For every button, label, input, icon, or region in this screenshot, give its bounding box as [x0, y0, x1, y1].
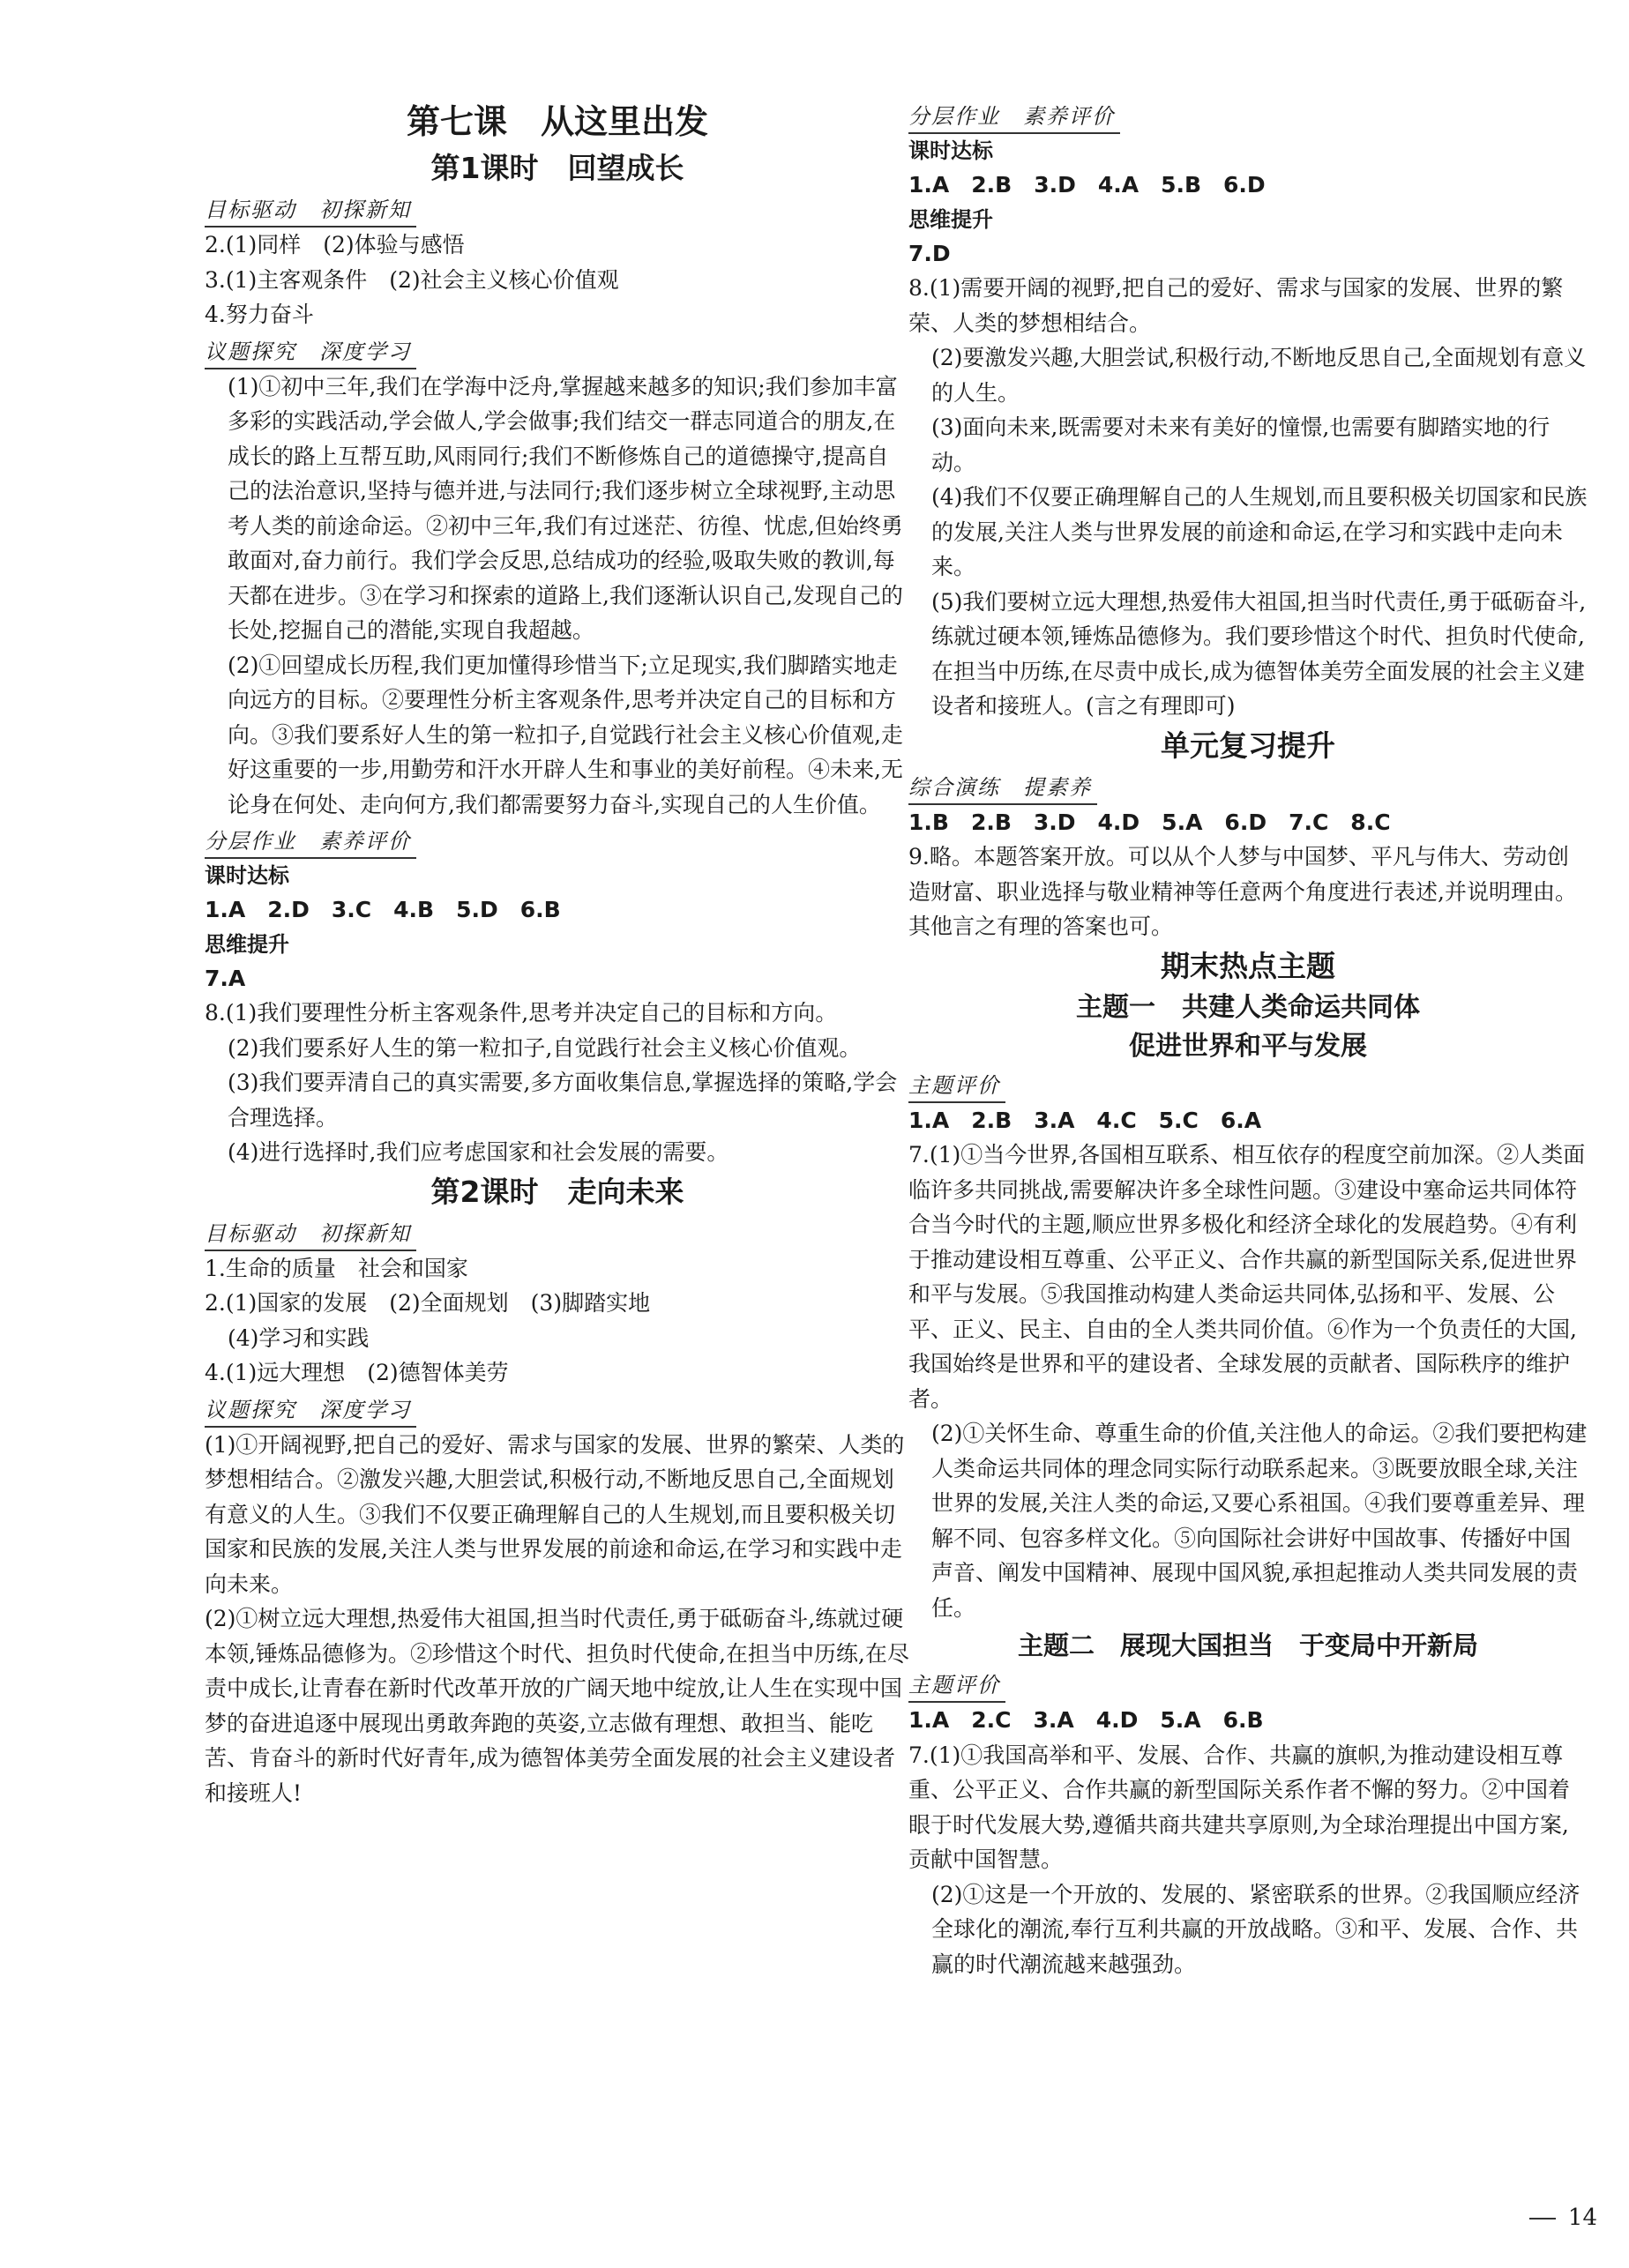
answer-paragraph: (2)①回望成长历程,我们更加懂得珍惜当下;立足现实,我们脚踏实地走向远方的目标。②要理性分析主客观条件,思考并决定自己的目标和方向。③我们要系好人生的第一粒扣子,自觉践行社会主义核心价值观,走好这重要的一步,用勤劳和汗水开辟人生和事业的美好前程。④未来,无论身在何处、走向何方,我们都需要努力奋斗,实现自己的人生价值。 [228, 652, 903, 817]
unit-review-title: 单元复习提升 [1161, 727, 1335, 763]
answer-paragraph: (1)①初中三年,我们在学海中泛舟,掌握越来越多的知识;我们参加丰富多彩的实践活动,学会做人,学会做事;我们结交一群志同道合的朋友,在成长的路上互帮互助,风雨同行;我们不断修炼自己的道德操守,提高自己的法治意识,坚持与德并进,与法同行;我们逐步树立全球视野,主动思考人类的前途命运。②初中三年,我们有过迷茫、彷徨、忧虑,但始终勇敢面对,奋力前行。我们学会反思,总结成功的经验,吸取失败的教训,每天都在进步。③在学习和探索的道路上,我们逐渐认识自己,发现自己的长处,挖掘自己的潜能,实现自我超越。 [228, 373, 903, 643]
answer-paragraph: (2)①这是一个开放的、发展的、紧密联系的世界。②我国顺应经济全球化的潮流,奉行互利共赢的开放战略。③和平、发展、合作、共赢的时代潮流越来越强劲。 [931, 1881, 1580, 1977]
answer-paragraph: (3)面向未来,既需要对未来有美好的憧憬,也需要有脚踏实地的行动。 [931, 414, 1551, 475]
topic-one-title: 主题一 共建人类命运共同体 [1076, 991, 1420, 1023]
answer-line: 4.(1)远大理想 (2)德智体美劳 [205, 1360, 509, 1385]
left-column [205, 97, 910, 1810]
section-header: 分层作业 素养评价 [908, 101, 1120, 134]
answer-paragraph: 9.略。本题答案开放。可以从个人梦与中国梦、平凡与伟大、劳动创造财富、职业选择与敬业精神等任意两个角度进行表述,并说明理由。其他言之有理的答案也可。 [908, 844, 1577, 939]
answer-paragraph: (5)我们要树立远大理想,热爱伟大祖国,担当时代责任,勇于砥砺奋斗,练就过硬本领,锤炼品德修为。我们要珍惜这个时代、担负时代使命,在担当中历练,在尽责中成长,成为德智体美劳全面发展的社会主义建设者和接班人。(言之有理即可) [931, 588, 1587, 719]
choice-answers: 1.A 2.C 3.A 4.D 5.A 6.B [908, 1707, 1264, 1733]
sub-header: 思维提升 [908, 206, 993, 232]
section-header: 主题评价 [908, 1070, 1005, 1103]
right-column [908, 97, 1588, 1981]
final-topics-title: 期末热点主题 [1161, 948, 1335, 983]
period-title-1: 第1课时 回望成长 [430, 151, 684, 185]
sub-header: 思维提升 [205, 931, 289, 957]
answer-paragraph: 7.(1)①当今世界,各国相互联系、相互依存的程度空前加深。②人类面临许多共同挑战,需要解决许多全球性问题。③建设中塞命运共同体符合当今时代的主题,顺应世界多极化和经济全球化的发展趋势。④有利于推动建设相互尊重、公平正义、合作共赢的新型国际关系,促进世界和平与发展。⑤我国推动构建人类命运共同体,弘扬和平、发展、公平、正义、民主、自由的全人类共同价值。⑥作为一个负责任的大国,我国始终是世界和平的建设者、全球发展的贡献者、国际秩序的维护者。 [908, 1142, 1586, 1412]
topic-one-subtitle: 促进世界和平与发展 [1129, 1030, 1367, 1062]
answer-line: 2.(1)同样 (2)体验与感悟 [205, 232, 465, 257]
section-header: 目标驱动 初探新知 [205, 1218, 416, 1251]
answer-line: (4)学习和实践 [228, 1324, 370, 1351]
page-number-value: 14 [1567, 2205, 1597, 2231]
section-header: 目标驱动 初探新知 [205, 194, 416, 228]
section-header: 分层作业 素养评价 [205, 825, 416, 859]
choice-answers: 1.A 2.B 3.D 4.A 5.B 6.D [908, 172, 1266, 198]
answer-paragraph: (1)①开阔视野,把自己的爱好、需求与国家的发展、世界的繁荣、人类的梦想相结合。②激发兴趣,大胆尝试,积极行动,不断地反思自己,全面规划有意义的人生。③我们不仅要正确理解自己的人生规划,而且要积极关切国家和民族的发展,关注人类与世界发展的前途和命运,在学习和实践中走向未来。 [205, 1431, 905, 1597]
choice-answers: 1.A 2.B 3.A 4.C 5.C 6.A [908, 1107, 1262, 1133]
page-number [1529, 2205, 1597, 2231]
choice-answers: 1.B 2.B 3.D 4.D 5.A 6.D 7.C 8.C [908, 809, 1391, 835]
choice-answers: 7.D [908, 240, 951, 266]
sub-header: 课时达标 [908, 138, 993, 163]
section-header: 议题探究 深度学习 [205, 336, 416, 369]
answer-paragraph: (4)进行选择时,我们应考虑国家和社会发展的需要。 [228, 1139, 729, 1165]
answer-paragraph: (2)①关怀生命、尊重生命的价值,关注他人的命运。②我们要把构建人类命运共同体的理念同实际行动联系起来。③既要放眼全球,关注世界的发展,关注人类的命运,又要心系祖国。④我们要尊重差异、理解不同、包容多样文化。⑤向国际社会讲好中国故事、传播好中国声音、阐发中国精神、展现中国风貌,承担起推动人类共同发展的责任。 [931, 1421, 1588, 1621]
section-header: 议题探究 深度学习 [205, 1394, 416, 1428]
page-number-dash [1529, 2218, 1556, 2220]
answer-line: 4.努力奋斗 [205, 302, 314, 327]
section-header: 综合演练 提素养 [908, 772, 1097, 805]
answer-paragraph: (2)①树立远大理想,热爱伟大祖国,担当时代责任,勇于砥砺奋斗,练就过硬本领,锤炼品德修为。②珍惜这个时代、担负时代使命,在担当中历练,在尽责中成长,让青春在新时代改革开放的广阔天地中绽放,让人生在实现中国梦的奋进追逐中展现出勇敢奔跑的英姿,立志做有理想、敢担当、能吃苦、肯奋斗的新时代好青年,成为德智体美劳全面发展的社会主义建设者和接班人! [205, 1606, 909, 1806]
topic-two-title: 主题二 展现大国担当 于变局中开新局 [1017, 1630, 1478, 1660]
answer-paragraph: 8.(1)需要开阔的视野,把自己的爱好、需求与国家的发展、世界的繁荣、人类的梦想相结合。 [908, 275, 1564, 336]
answer-paragraph: (4)我们不仅要正确理解自己的人生规划,而且要积极关切国家和民族的发展,关注人类与世界发展的前途和命运,在学习和实践中走向未来。 [931, 484, 1588, 579]
section-header: 主题评价 [908, 1669, 1005, 1703]
answer-line: 2.(1)国家的发展 (2)全面规划 (3)脚踏实地 [205, 1290, 651, 1316]
answer-paragraph: 7.(1)①我国高举和平、发展、合作、共赢的旗帜,为推动建设相互尊重、公平正义、合作共赢的新型国际关系作者不懈的努力。②中国着眼于时代发展大势,遵循共商共建共享原则,为全球治理提出中国方案,贡献中国智慧。 [908, 1742, 1571, 1872]
answer-line: 3.(1)主客观条件 (2)社会主义核心价值观 [205, 266, 619, 293]
answer-paragraph: (3)我们要弄清自己的真实需要,多方面收集信息,掌握选择的策略,学会合理选择。 [228, 1070, 898, 1130]
sub-header: 课时达标 [205, 863, 289, 888]
choice-answers: 1.A 2.D 3.C 4.B 5.D 6.B [205, 897, 561, 922]
answer-paragraph: 8.(1)我们要理性分析主客观条件,思考并决定自己的目标和方向。 [205, 1000, 838, 1026]
answer-line: 1.生命的质量 社会和国家 [205, 1255, 468, 1281]
period-title-2: 第2课时 走向未来 [430, 1174, 684, 1209]
answer-paragraph: (2)我们要系好人生的第一粒扣子,自觉践行社会主义核心价值观。 [228, 1034, 862, 1061]
answer-paragraph: (2)要激发兴趣,大胆尝试,积极行动,不断地反思自己,全面规划有意义的人生。 [931, 345, 1587, 406]
lesson-title: 第七课 从这里出发 [406, 102, 708, 141]
choice-answers: 7.A [205, 965, 246, 991]
